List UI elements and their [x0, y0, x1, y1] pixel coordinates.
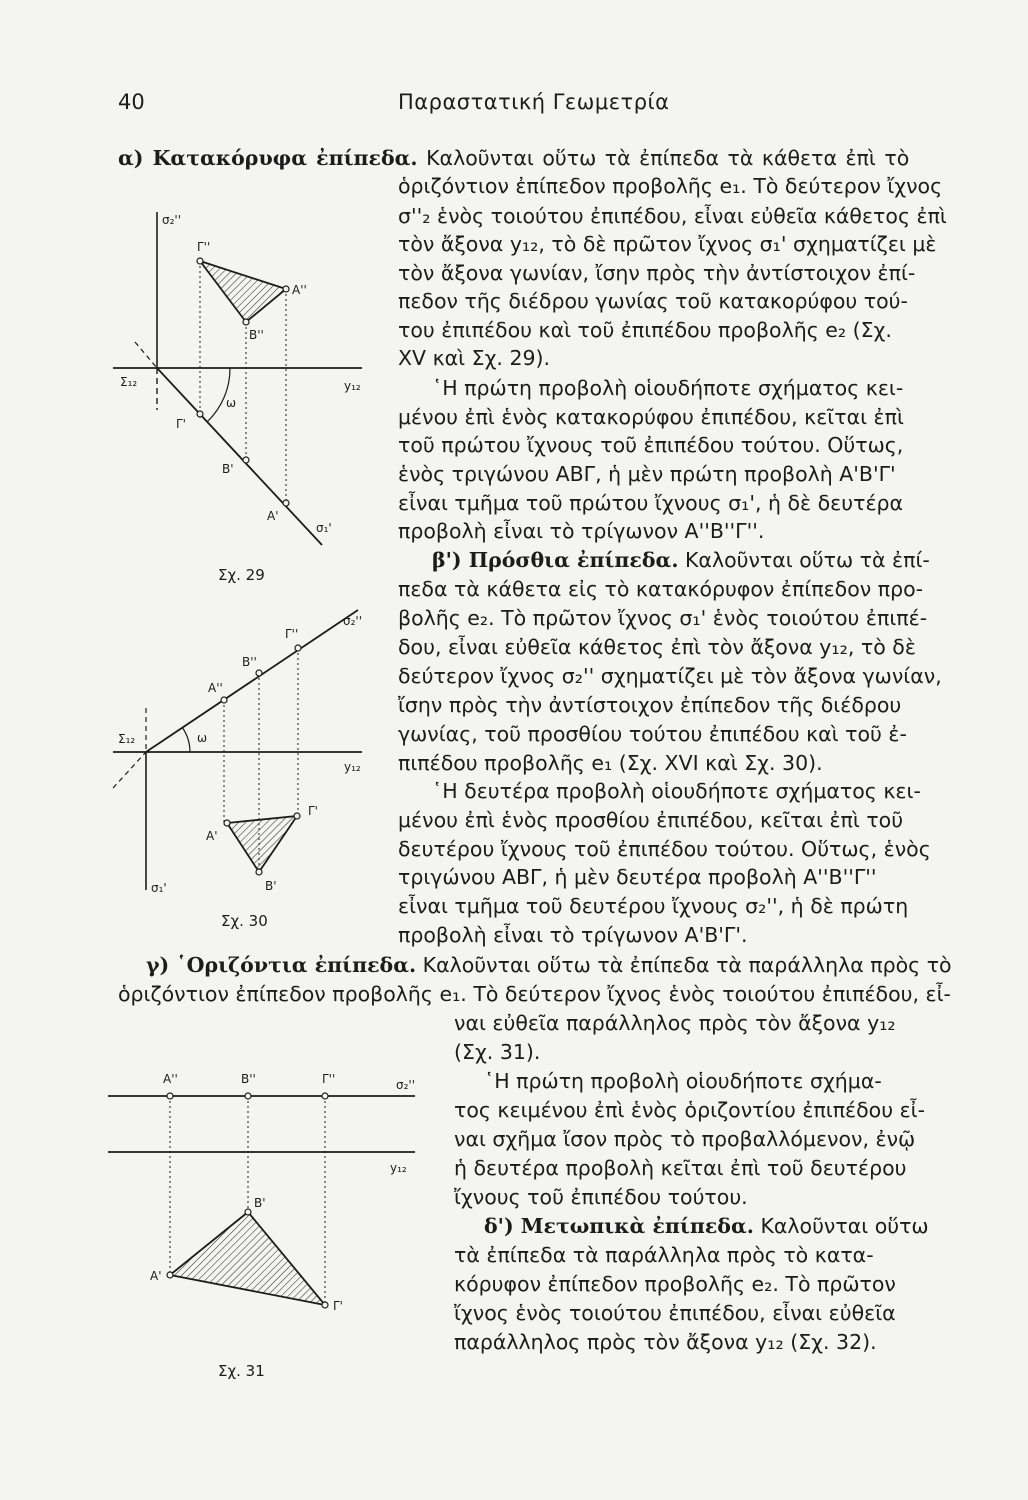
text-line: παράλληλος πρὸς τὸν ἄξονα y₁₂ (Σχ. 32). [454, 1330, 877, 1354]
label-A2: Α'' [292, 283, 307, 297]
label-A1: Α' [150, 1269, 162, 1283]
label-s1: σ₁' [151, 881, 167, 895]
text-line: μένου ἐπὶ ἑνὸς προσθίου ἐπιπέδου, κεῖται ἐπὶ τοῦ [398, 808, 904, 832]
text-line: προβολὴ εἶναι τὸ τρίγωνον Α'Β'Γ'. [398, 923, 748, 947]
text-line: τριγώνου ΑΒΓ, ἡ μὲν δευτέρα προβολὴ Α''Β''Γ'' [398, 865, 877, 889]
text-line: κόρυφον ἐπίπεδον προβολῆς e₂. Τὸ πρῶτον [454, 1272, 896, 1296]
label-B1: Β' [265, 879, 277, 893]
label-A1: Α' [206, 829, 218, 843]
text-line: γωνίας, τοῦ προσθίου τούτου ἐπιπέδου καὶ τοῦ ἐ- [398, 722, 907, 746]
text-line: τοῦ πρώτου ἴχνους τοῦ ἐπιπέδου τούτου. Οὕτως, [398, 433, 904, 457]
text-line: βολῆς e₂. Τὸ πρῶτον ἴχνος σ₁' ἑνὸς τοιούτου ἐπιπέ- [398, 606, 928, 630]
label-G1: Γ' [176, 417, 186, 431]
text-line: ἡ δευτέρα προβολὴ κεῖται ἐπὶ τοῦ δευτέρου [454, 1156, 907, 1180]
text-line: α) Κατακόρυφα ἐπίπεδα. Καλοῦνται οὕτω τὰ ἐπίπεδα τὰ κάθετα ἐπὶ τὸ [118, 146, 910, 170]
text-line: ἴχνος ἑνὸς τοιούτου ἐπιπέδου, εἶναι εὐθεῖα [454, 1301, 896, 1325]
label-B2: Β'' [242, 655, 257, 669]
label-G1: Γ' [308, 804, 318, 818]
label-y12: y₁₂ [344, 379, 361, 393]
label-A1: Α' [267, 509, 279, 523]
text-line: ῾Η πρώτη προβολὴ οἱουδήποτε σχήματος κει- [432, 376, 904, 400]
text-line: τὸν ἄξονα y₁₂, τὸ δὲ πρῶτον ἴχνος σ₁' σχηματίζει μὲ [398, 232, 937, 256]
label-s1: σ₁' [316, 521, 332, 535]
text-line: δ') Μετωπικὰ ἐπίπεδα. Καλοῦνται οὕτω [484, 1214, 929, 1238]
label-B2: Β'' [241, 1072, 256, 1086]
text-line: πιπέδου προβολῆς e₁ (Σχ. XVI καὶ Σχ. 30). [398, 751, 823, 775]
text-line: δεύτερον ἴχνος σ₂'' σχηματίζει μὲ τὸν ἄξονα γωνίαν, [398, 664, 942, 688]
section-heading: α) Κατακόρυφα ἐπίπεδα. [118, 146, 418, 170]
label-y12: y₁₂ [390, 1161, 407, 1175]
label-B1: Β' [254, 1196, 266, 1210]
text-line: πεδον τῆς διέδρου γωνίας τοῦ κατακορύφου τού- [398, 289, 908, 313]
triangle-A1B1G1 [170, 1212, 325, 1305]
label-y12: y₁₂ [344, 760, 361, 774]
text-line: ὁριζόντιον ἐπίπεδον προβολῆς e₁. Τὸ δεύτερον ἴχνος ἑνὸς τοιούτου ἐπιπέδου, εἶ- [118, 982, 951, 1006]
page-number: 40 [118, 90, 145, 114]
section-heading: β') Πρόσθια ἐπίπεδα. [432, 548, 679, 572]
text-line: σ''₂ ἑνὸς τοιούτου ἐπιπέδου, εἶναι εὐθεῖα κάθετος ἐπὶ [398, 204, 947, 228]
text-line: προβολὴ εἶναι τὸ τρίγωνον Α''Β''Γ''. [398, 519, 765, 543]
text-line: ὁριζόντιον ἐπίπεδον προβολῆς e₁. Τὸ δεύτερον ἴχνος [398, 174, 943, 198]
running-title: Παραστατική Γεωμετρία [398, 90, 670, 114]
text-line: XV καὶ Σχ. 29). [398, 346, 551, 370]
text-line: μένου ἐπὶ ἑνὸς κατακορύφου ἐπιπέδου, κεῖται ἐπὶ [398, 405, 904, 429]
label-S12: Σ₁₂ [118, 732, 136, 746]
text-line: β') Πρόσθια ἐπίπεδα. Καλοῦνται οὕτω τὰ ἐπί- [432, 548, 930, 572]
text-line: δου, εἶναι εὐθεῖα κάθετος ἐπὶ τὸν ἄξονα y₁₂, τὸ δὲ [398, 635, 916, 659]
label-G2: Γ'' [197, 240, 211, 254]
text-line: ἑνὸς τριγώνου ΑΒΓ, ἡ μὲν πρώτη προβολὴ Α'Β'Γ' [398, 462, 896, 486]
label-A2: Α'' [208, 681, 223, 695]
label-G2: Γ'' [285, 627, 299, 641]
caption-fig31: Σχ. 31 [218, 1362, 265, 1380]
text-line: γ) ῾Οριζόντια ἐπίπεδα. Καλοῦνται οὕτω τὰ ἐπίπεδα τὰ παράλληλα πρὸς τὸ [146, 953, 952, 977]
trace-s2 [146, 610, 358, 752]
triangle-A2B2G2 [200, 261, 286, 322]
caption-fig30: Σχ. 30 [221, 912, 268, 930]
text-line: εἶναι τμῆμα τοῦ δευτέρου ἴχνους σ₂'', ἡ δὲ πρώτη [398, 894, 909, 918]
caption-fig29: Σχ. 29 [218, 566, 265, 584]
figure-29 [113, 212, 362, 545]
label-S12: Σ₁₂ [120, 375, 138, 389]
text-line: ῾Η πρώτη προβολὴ οἱουδήποτε σχήμα- [484, 1069, 882, 1093]
label-w: ω [197, 731, 208, 745]
label-A2: Α'' [163, 1072, 178, 1086]
text-line: του ἐπιπέδου καὶ τοῦ ἐπιπέδου προβολῆς e₂ (Σχ. [398, 318, 892, 342]
text-line: ναι σχῆμα ἴσον πρὸς τὸ προβαλλόμενον, ἐνῷ [454, 1127, 916, 1151]
label-G2: Γ'' [322, 1072, 336, 1086]
text-line: ῾Η δευτέρα προβολὴ οἱουδήποτε σχήματος κει- [432, 779, 921, 803]
label-G1: Γ' [333, 1299, 343, 1313]
figure-30 [113, 610, 362, 890]
text-line: εἶναι τμῆμα τοῦ πρώτου ἴχνους σ₁', ἡ δὲ δευτέρα [398, 491, 904, 515]
text-line: ἴσην πρὸς τὴν ἀντίστοιχον ἐπίπεδον τῆς διέδρου [398, 693, 902, 717]
triangle-A1B1G1 [227, 816, 297, 872]
text-line: τος κειμένου ἐπὶ ἑνὸς ὁριζοντίου ἐπιπέδου εἶ- [454, 1098, 926, 1122]
text-line: πεδα τὰ κάθετα εἰς τὸ κατακόρυφον ἐπίπεδον προ- [398, 577, 924, 601]
section-heading: δ') Μετωπικὰ ἐπίπεδα. [484, 1214, 754, 1238]
text-line: τὰ ἐπίπεδα τὰ παράλληλα πρὸς τὸ κατα- [454, 1243, 874, 1267]
label-B1: Β' [222, 462, 234, 476]
label-B2: Β'' [249, 328, 264, 342]
label-s2: σ₂'' [396, 1078, 416, 1092]
text-line: ἴχνους τοῦ ἐπιπέδου τούτου. [454, 1185, 748, 1209]
label-s2: σ₂'' [162, 213, 182, 227]
label-s2: σ₂'' [343, 614, 363, 628]
text-line: δευτέρου ἴχνους τοῦ ἐπιπέδου τούτου. Οὕτως, ἑνὸς [398, 837, 931, 861]
text-line: (Σχ. 31). [454, 1040, 541, 1064]
text-line: ναι εὐθεῖα παράλληλος πρὸς τὸν ἄξονα y₁₂ [454, 1011, 896, 1035]
section-heading: γ) ῾Οριζόντια ἐπίπεδα. [146, 953, 417, 977]
label-w: ω [226, 396, 237, 410]
trace-s1 [157, 368, 322, 545]
text-line: τὸν ἄξονα γωνίαν, ἴσην πρὸς τὴν ἀντίστοιχον ἐπί- [398, 261, 916, 285]
